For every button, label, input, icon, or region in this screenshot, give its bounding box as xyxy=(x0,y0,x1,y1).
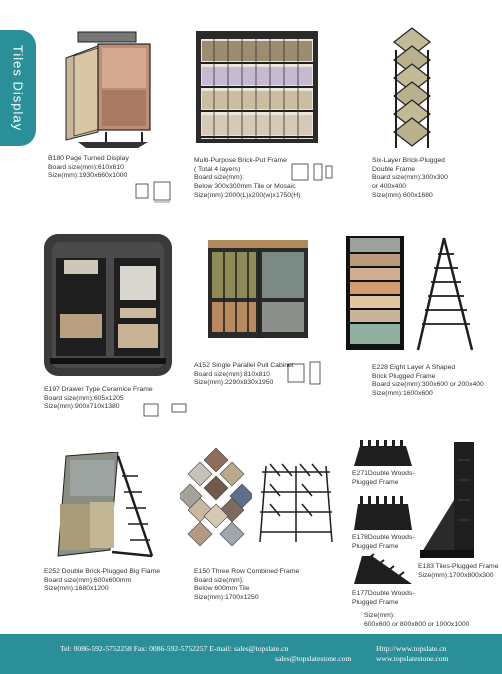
website-link-1[interactable]: Http://www.topslate.cn xyxy=(376,644,447,653)
product-caption-e271: E271Double Woods- Plugged Frame xyxy=(352,470,415,486)
product-caption-multi-purpose: Multi-Purpose Brick-Put Frame ( Total 4 layers) Board size(mm): Below 300x300mm Tile or Mosaic Size(mm):2000(L)x200(w)x1750(H) xyxy=(194,157,301,199)
product-photo-e252 xyxy=(52,452,156,560)
product-photo-e183 xyxy=(418,440,476,560)
section-tab-label: Tiles Display xyxy=(10,44,26,132)
product-caption-e177: E177Double Woods- Plugged Frame xyxy=(352,590,415,606)
product-photo-e177 xyxy=(352,552,418,588)
product-photo-e178 xyxy=(352,492,414,532)
dimension-diagram-icon xyxy=(142,400,190,420)
product-caption-e150: E150 Three Row Combined Frame Board size(mm): Below 600mm Tile Size(mm):1700x1250 xyxy=(194,568,300,602)
product-caption-six-layer: Six-Layer Brick-Plugged Double Frame Board size(mm):300x300 or 400x400 Size(mm):600x1680 xyxy=(372,157,448,199)
product-photo-a152 xyxy=(206,238,310,340)
product-caption-e183: E183 Tiles-Plugged Frame Size(mm):1700x800x300 xyxy=(418,563,499,579)
product-photo-e197 xyxy=(44,234,172,376)
product-photo-b180 xyxy=(58,28,158,148)
product-caption-e197: E197 Drawer Type Ceramice Frame Board size(mm):605x1205 Size(mm):900x710x1380 xyxy=(44,386,153,411)
product-caption-e252: E252 Double Brick-Plugged Big Flame Board size(mm):600x600mm Size(mm):1680x1200 xyxy=(44,568,160,593)
dimension-diagram-icon xyxy=(132,180,174,204)
product-photo-e271 xyxy=(352,438,414,468)
contact-email-2: sales@topslatestone.com xyxy=(275,654,352,663)
woods-frames-size-caption: Size(mm): 600x600 or 800x800 or 1000x1000 xyxy=(364,612,470,628)
contact-footer xyxy=(0,634,502,674)
dimension-diagram-icon xyxy=(286,360,326,390)
product-photo-e150-tiles xyxy=(180,446,252,550)
product-caption-a152: A152 Single Parallel Pull Cabinet Board size(mm):810x810 Size(mm):2290x830x1950 xyxy=(194,362,294,387)
product-caption-e178: E178Double Woods- Plugged Frame xyxy=(352,534,415,550)
product-photo-multi-purpose xyxy=(194,29,320,145)
product-photo-six-layer xyxy=(384,26,440,150)
section-tab xyxy=(0,30,36,146)
product-photo-e228 xyxy=(344,234,478,354)
contact-line: Tel: 0086-592-5752258 Fax: 0086-592-5752257 E-mail: sales@topslate.cn xyxy=(60,644,289,653)
website-link-2[interactable]: www.topslatestone.com xyxy=(376,654,449,663)
dimension-diagram-icon xyxy=(290,160,336,186)
product-photo-e150-frame xyxy=(256,462,336,546)
product-caption-e228: E228 Eight Layer A Shaped Brick Plugged Frame Board size(mm):300x600 or 200x400 Size(mm):1600x600 xyxy=(372,364,484,398)
product-caption-b180: B180 Page Turned Display Board size(mm):610x610 Size(mm):1930x660x1000 xyxy=(48,155,129,180)
